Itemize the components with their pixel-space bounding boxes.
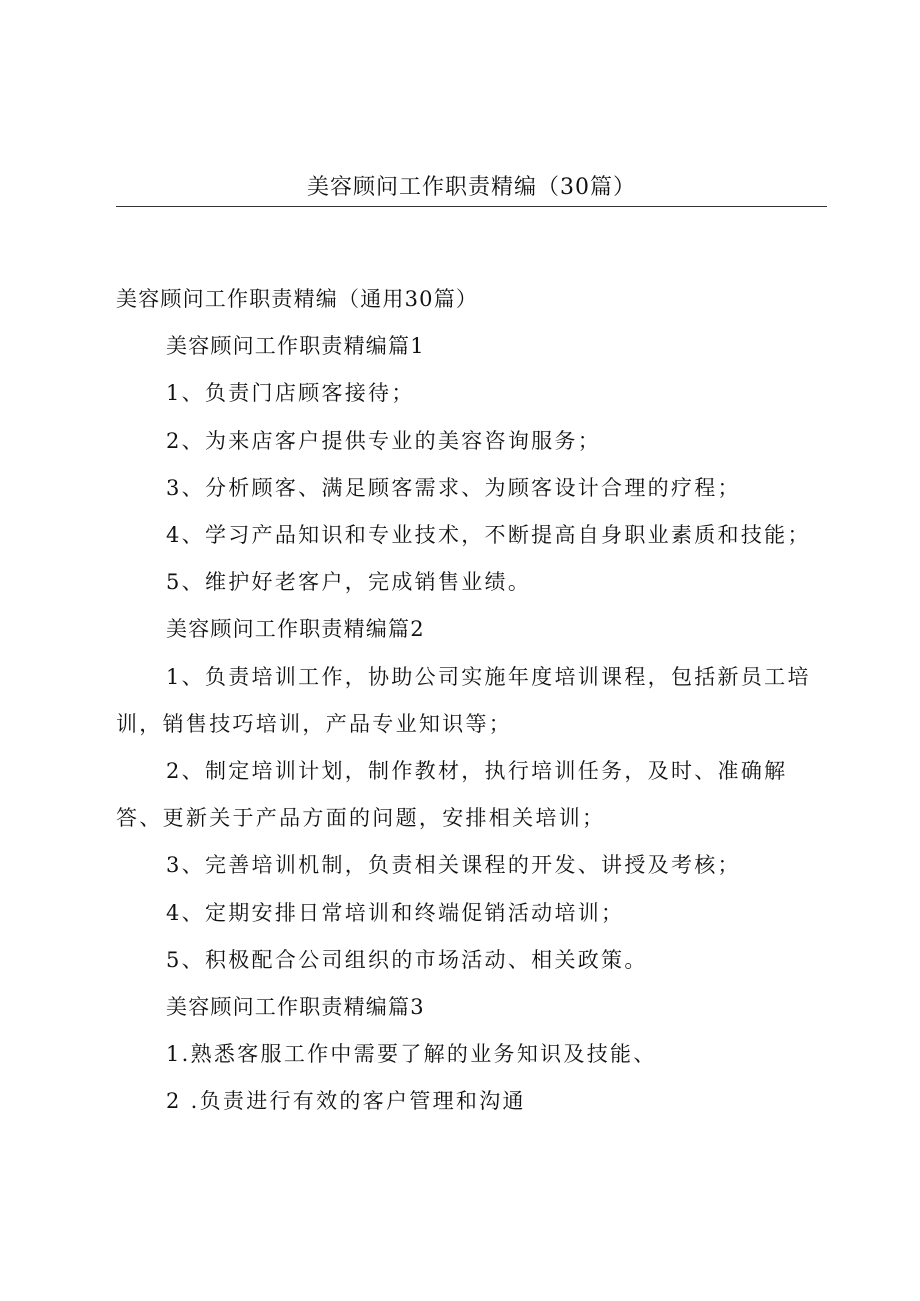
paragraph: 4、学习产品知识和专业技术，不断提高自身职业素质和技能； [166,523,811,548]
section-heading-1: 美容顾问工作职责精编篇1 [166,334,425,359]
paragraph: 3、分析顾客、满足顾客需求、为顾客设计合理的疗程； [166,475,741,500]
section-heading-3: 美容顾问工作职责精编篇3 [166,995,425,1020]
paragraph: 2、制定培训计划，制作教材，执行培训任务，及时、准确解 [166,759,788,784]
paragraph-continuation: 训，销售技巧培训，产品专业知识等； [116,711,513,736]
paragraph: 1、负责门店顾客接待； [166,381,415,406]
paragraph: 5、积极配合公司组织的市场活动、相关政策。 [166,947,648,972]
paragraph: 3、完善培训机制，负责相关课程的开发、讲授及考核； [166,853,741,878]
paragraph: 1、负责培训工作，协助公司实施年度培训课程，包括新员工培 [166,664,811,689]
paragraph: 5、维护好老客户，完成销售业绩。 [166,570,532,595]
paragraph: 1.熟悉客服工作中需要了解的业务知识及技能、 [166,1042,657,1067]
document-title: 美容顾问工作职责精编（30篇） [307,175,636,200]
paragraph: 4、定期安排日常培训和终端促销活动培训； [166,900,625,925]
document-body [116,276,816,1126]
paragraph-continuation: 答、更新关于产品方面的问题，安排相关培训； [116,806,606,831]
paragraph: 2 .负责进行有效的客户管理和沟通 [166,1089,526,1114]
document-header [116,172,827,207]
main-heading: 美容顾问工作职责精编（通用30篇） [116,287,479,311]
paragraph: 2、为来店客户提供专业的美容咨询服务； [166,428,602,453]
section-heading-2: 美容顾问工作职责精编篇2 [166,617,425,642]
